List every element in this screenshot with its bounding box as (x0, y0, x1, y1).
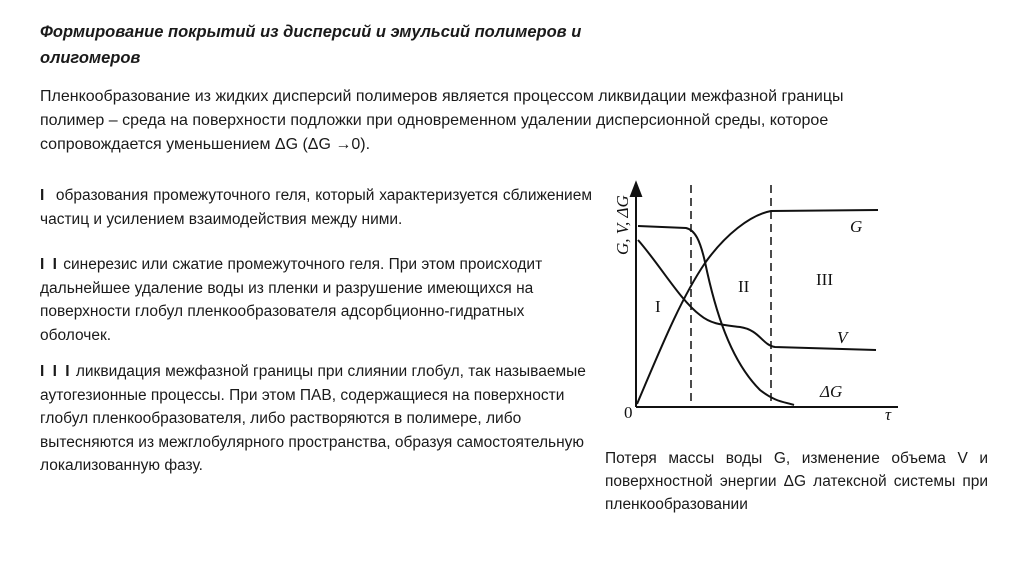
slide-title: Формирование покрытий из дисперсий и эмульсий полимеров и олигомеров (40, 23, 582, 67)
stage-text: синерезис или сжатие промежуточного геля. При этом происходит дальнейшее удаление воды из пленки и разрушение имеющихся на поверхности глобул пленкообразователя адсорбционно-гидратных оболочек. (40, 256, 543, 344)
y-axis-arrow-icon (631, 183, 641, 196)
region-label-II: II (738, 277, 750, 296)
stage-text: ликвидация межфазной границы при слиянии глобул, так называемые аутогезионные процессы. При этом ПАВ, содержащиеся на поверхности глобул пленкообразователя, либо растворяются в полимере, либо вытесняются из межглобулярного пространства, образуя самостоятельную локализованную фазу. (40, 363, 586, 474)
curve-label-G: G (850, 217, 863, 236)
x-axis-label: τ (885, 405, 892, 424)
curve-label-dG: ΔG (820, 382, 843, 401)
y-axis-label: G, V, ΔG (613, 195, 632, 255)
figure-caption: Потеря массы воды G, изменение объема V и поверхностной энергии ΔG латексной системы при пленкообразовании (605, 450, 988, 513)
stage-numeral: I I (40, 256, 59, 273)
stage-numeral: I I I (40, 363, 72, 380)
region-label-I: I (655, 297, 661, 316)
curve-label-V: V (837, 328, 848, 347)
intro-paragraph: Пленкообразование из жидких дисперсий полимеров является процессом ликвидации межфазной границы полимер – среда на поверхности подложки при одновременном удалении дисперсионной среды, которое сопровождается уменьшением ΔG (ΔG →0). (40, 88, 844, 153)
stage-text: образования промежуточного геля, который характеризуется сближением частиц и усилением взаимодействия между ними. (40, 187, 597, 228)
region-label-III: III (816, 270, 833, 289)
stage-numeral: I (40, 187, 47, 204)
curve-G (637, 210, 878, 404)
origin-label: 0 (624, 403, 633, 422)
